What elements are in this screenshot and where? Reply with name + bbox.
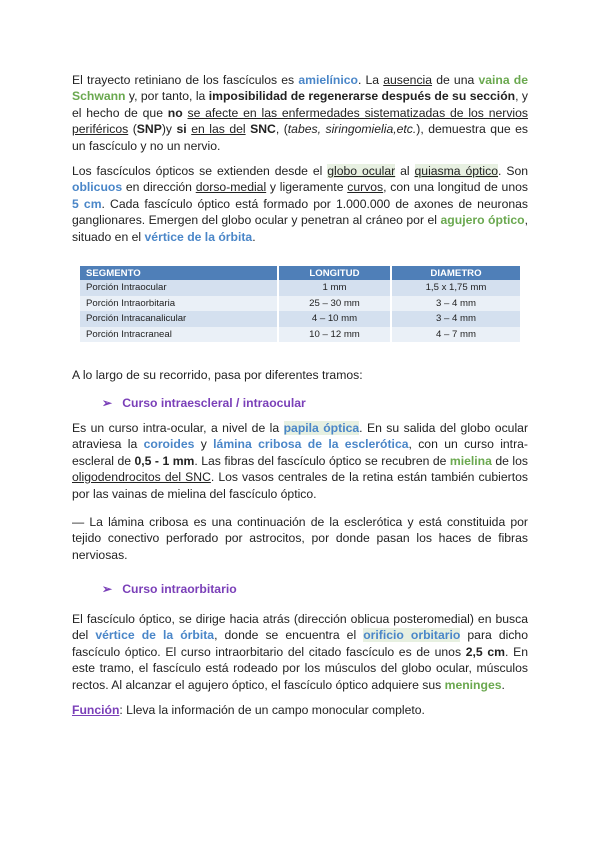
text: )y	[161, 122, 177, 137]
funcion-label: Función	[72, 703, 120, 717]
term-orificio-orbitario: orificio orbitario	[363, 628, 461, 643]
term-imposibilidad: imposibilidad de regenerarse después de su sección	[208, 89, 516, 104]
text: . En este tramo, el fascículo está rodeado por los músculos del globo ocular, músculos rectos. Al alcanzar el agujero óptico, el fascículo óptico adquiere sus	[72, 644, 528, 692]
table-cell: Porción Intracraneal	[80, 327, 278, 343]
term-tabes: tabes, siringomielia,etc.	[287, 122, 417, 137]
text: , donde se encuentra el	[214, 628, 364, 643]
table-cell: 4 – 10 mm	[278, 311, 391, 327]
table-header: SEGMENTO	[80, 266, 278, 280]
term-no: no	[167, 105, 183, 120]
table-row	[80, 296, 520, 312]
text: y ligeramente	[266, 180, 348, 195]
heading-intraescleral	[102, 396, 306, 410]
text: . Son	[498, 164, 528, 178]
funcion-text: : Lleva la información de un campo monocular completo.	[119, 703, 425, 717]
text: y	[194, 437, 214, 452]
term-globo-ocular: globo ocular	[327, 164, 396, 178]
paragraph-intraorbitario	[72, 611, 528, 693]
term-vertice-orbita: vértice de la órbita	[95, 628, 215, 643]
text: Es un curso intra-ocular, a nivel de la	[72, 421, 284, 435]
paragraph-recorrido: A lo largo de su recorrido, pasa por diferentes tramos:	[72, 368, 363, 382]
term-en-las-del: en las del	[191, 122, 246, 137]
paragraph-lamina-cribosa: — La lámina cribosa es una continuación de la esclerótica y está constituida por tejido conectivo perforado por astrocitos, por donde pasan los haces de fibras nerviosas.	[72, 515, 528, 562]
table-cell: 4 – 7 mm	[391, 327, 520, 343]
table-row	[80, 280, 520, 296]
text: . La	[357, 73, 384, 87]
table-cell: Porción Intraorbitaria	[80, 296, 278, 312]
text: El trayecto retiniano de los fascículos es	[72, 73, 299, 87]
table-row	[80, 311, 520, 327]
term-papila: papila óptica	[283, 421, 360, 435]
text: , situado en el	[72, 213, 529, 244]
paragraph-intro	[72, 72, 528, 154]
table-header-row	[80, 266, 520, 280]
text: para dicho fascículo óptico. El curso intraorbitario del citado fascículo es de unos	[72, 628, 528, 659]
term-vaina-schwann: vaina de Schwann	[72, 73, 528, 104]
text: en dirección	[122, 180, 196, 195]
paragraph-funcion	[72, 702, 425, 718]
heading-text: Curso intraorbitario	[122, 582, 237, 596]
term-lamina-cribosa: lámina cribosa de la esclerótica	[213, 437, 409, 452]
segment-table	[80, 266, 520, 342]
term-5cm: 5 cm	[72, 196, 102, 211]
text: .	[501, 677, 505, 692]
term-snp: SNP	[136, 122, 162, 137]
text: al	[395, 164, 415, 178]
text: , (	[275, 122, 288, 137]
table-cell: Porción Intraocular	[80, 280, 278, 296]
term-mielina: mielina	[449, 453, 492, 468]
table-cell: Porción Intracanalicular	[80, 311, 278, 327]
term-agujero-optico: agujero óptico	[440, 213, 525, 228]
table-cell: 10 – 12 mm	[278, 327, 391, 343]
table-cell: 25 – 30 mm	[278, 296, 391, 312]
term-coroides: coroides	[143, 437, 195, 452]
text: de los	[491, 453, 528, 468]
term-ausencia: ausencia	[383, 73, 433, 87]
text: , con un curso intra-escleral de	[72, 437, 528, 468]
text: (	[128, 122, 137, 137]
table-header: DIAMETRO	[391, 266, 520, 280]
heading-intraorbitario	[102, 582, 237, 596]
text: , y el hecho de que	[72, 89, 528, 120]
paragraph-intraocular	[72, 420, 528, 502]
term-quiasma: quiasma óptico	[414, 164, 499, 178]
term-curvos: curvos	[347, 180, 384, 195]
table-row	[80, 327, 520, 343]
term-dorso-medial: dorso-medial	[195, 180, 267, 195]
term-amielinico: amielínico	[298, 73, 358, 87]
term-vertice-orbita: vértice de la órbita	[144, 229, 253, 244]
table-cell: 3 – 4 mm	[391, 311, 520, 327]
term-meninges: meninges	[444, 677, 502, 692]
arrow-bullet-icon: ➢	[102, 582, 113, 596]
text: .	[252, 229, 256, 244]
paragraph-fasciculos	[72, 163, 528, 245]
text: . Cada fascículo óptico está formado por 1.000.000 de axones de neuronas ganglionares. Emergen del globo ocular y penetran al cráneo por el	[72, 196, 528, 228]
term-oligodendrocitos: oligodendrocitos del SNC	[72, 470, 211, 485]
table-cell: 1 mm	[278, 280, 391, 296]
text: . En su salida del globo ocular atraviesa la	[72, 421, 529, 452]
text: ), demuestra que es un fascículo y no un nervio.	[72, 122, 529, 153]
text: . Los vasos centrales de la retina están también cubiertos por las vainas de mielina del fascículo óptico.	[72, 470, 528, 501]
text: El fascículo óptico, se dirige hacia atrás (dirección oblicua posteromedial) en busca del	[72, 612, 528, 643]
text: , con una longitud de unos	[383, 180, 528, 195]
term-oblicuos: oblicuos	[72, 180, 123, 195]
term-enfermedades: se afecte en las enfermedades sistematizadas de los nervios periféricos	[72, 105, 528, 137]
table-cell: 1,5 x 1,75 mm	[391, 280, 520, 296]
term-si: si	[176, 122, 187, 137]
text: . Las fibras del fascículo óptico se recubren de	[194, 453, 450, 468]
text: de una	[432, 73, 479, 87]
term-snc: SNC	[250, 122, 276, 137]
text: Los fascículos ópticos se extienden desde el	[72, 164, 328, 178]
table-cell: 3 – 4 mm	[391, 296, 520, 312]
term-05-1mm: 0,5 - 1 mm	[134, 453, 195, 468]
text: y, por tanto, la	[125, 89, 209, 104]
arrow-bullet-icon: ➢	[102, 396, 113, 410]
heading-text: Curso intraescleral / intraocular	[122, 396, 306, 410]
table-header: LONGITUD	[278, 266, 391, 280]
term-25cm: 2,5 cm	[465, 644, 505, 659]
